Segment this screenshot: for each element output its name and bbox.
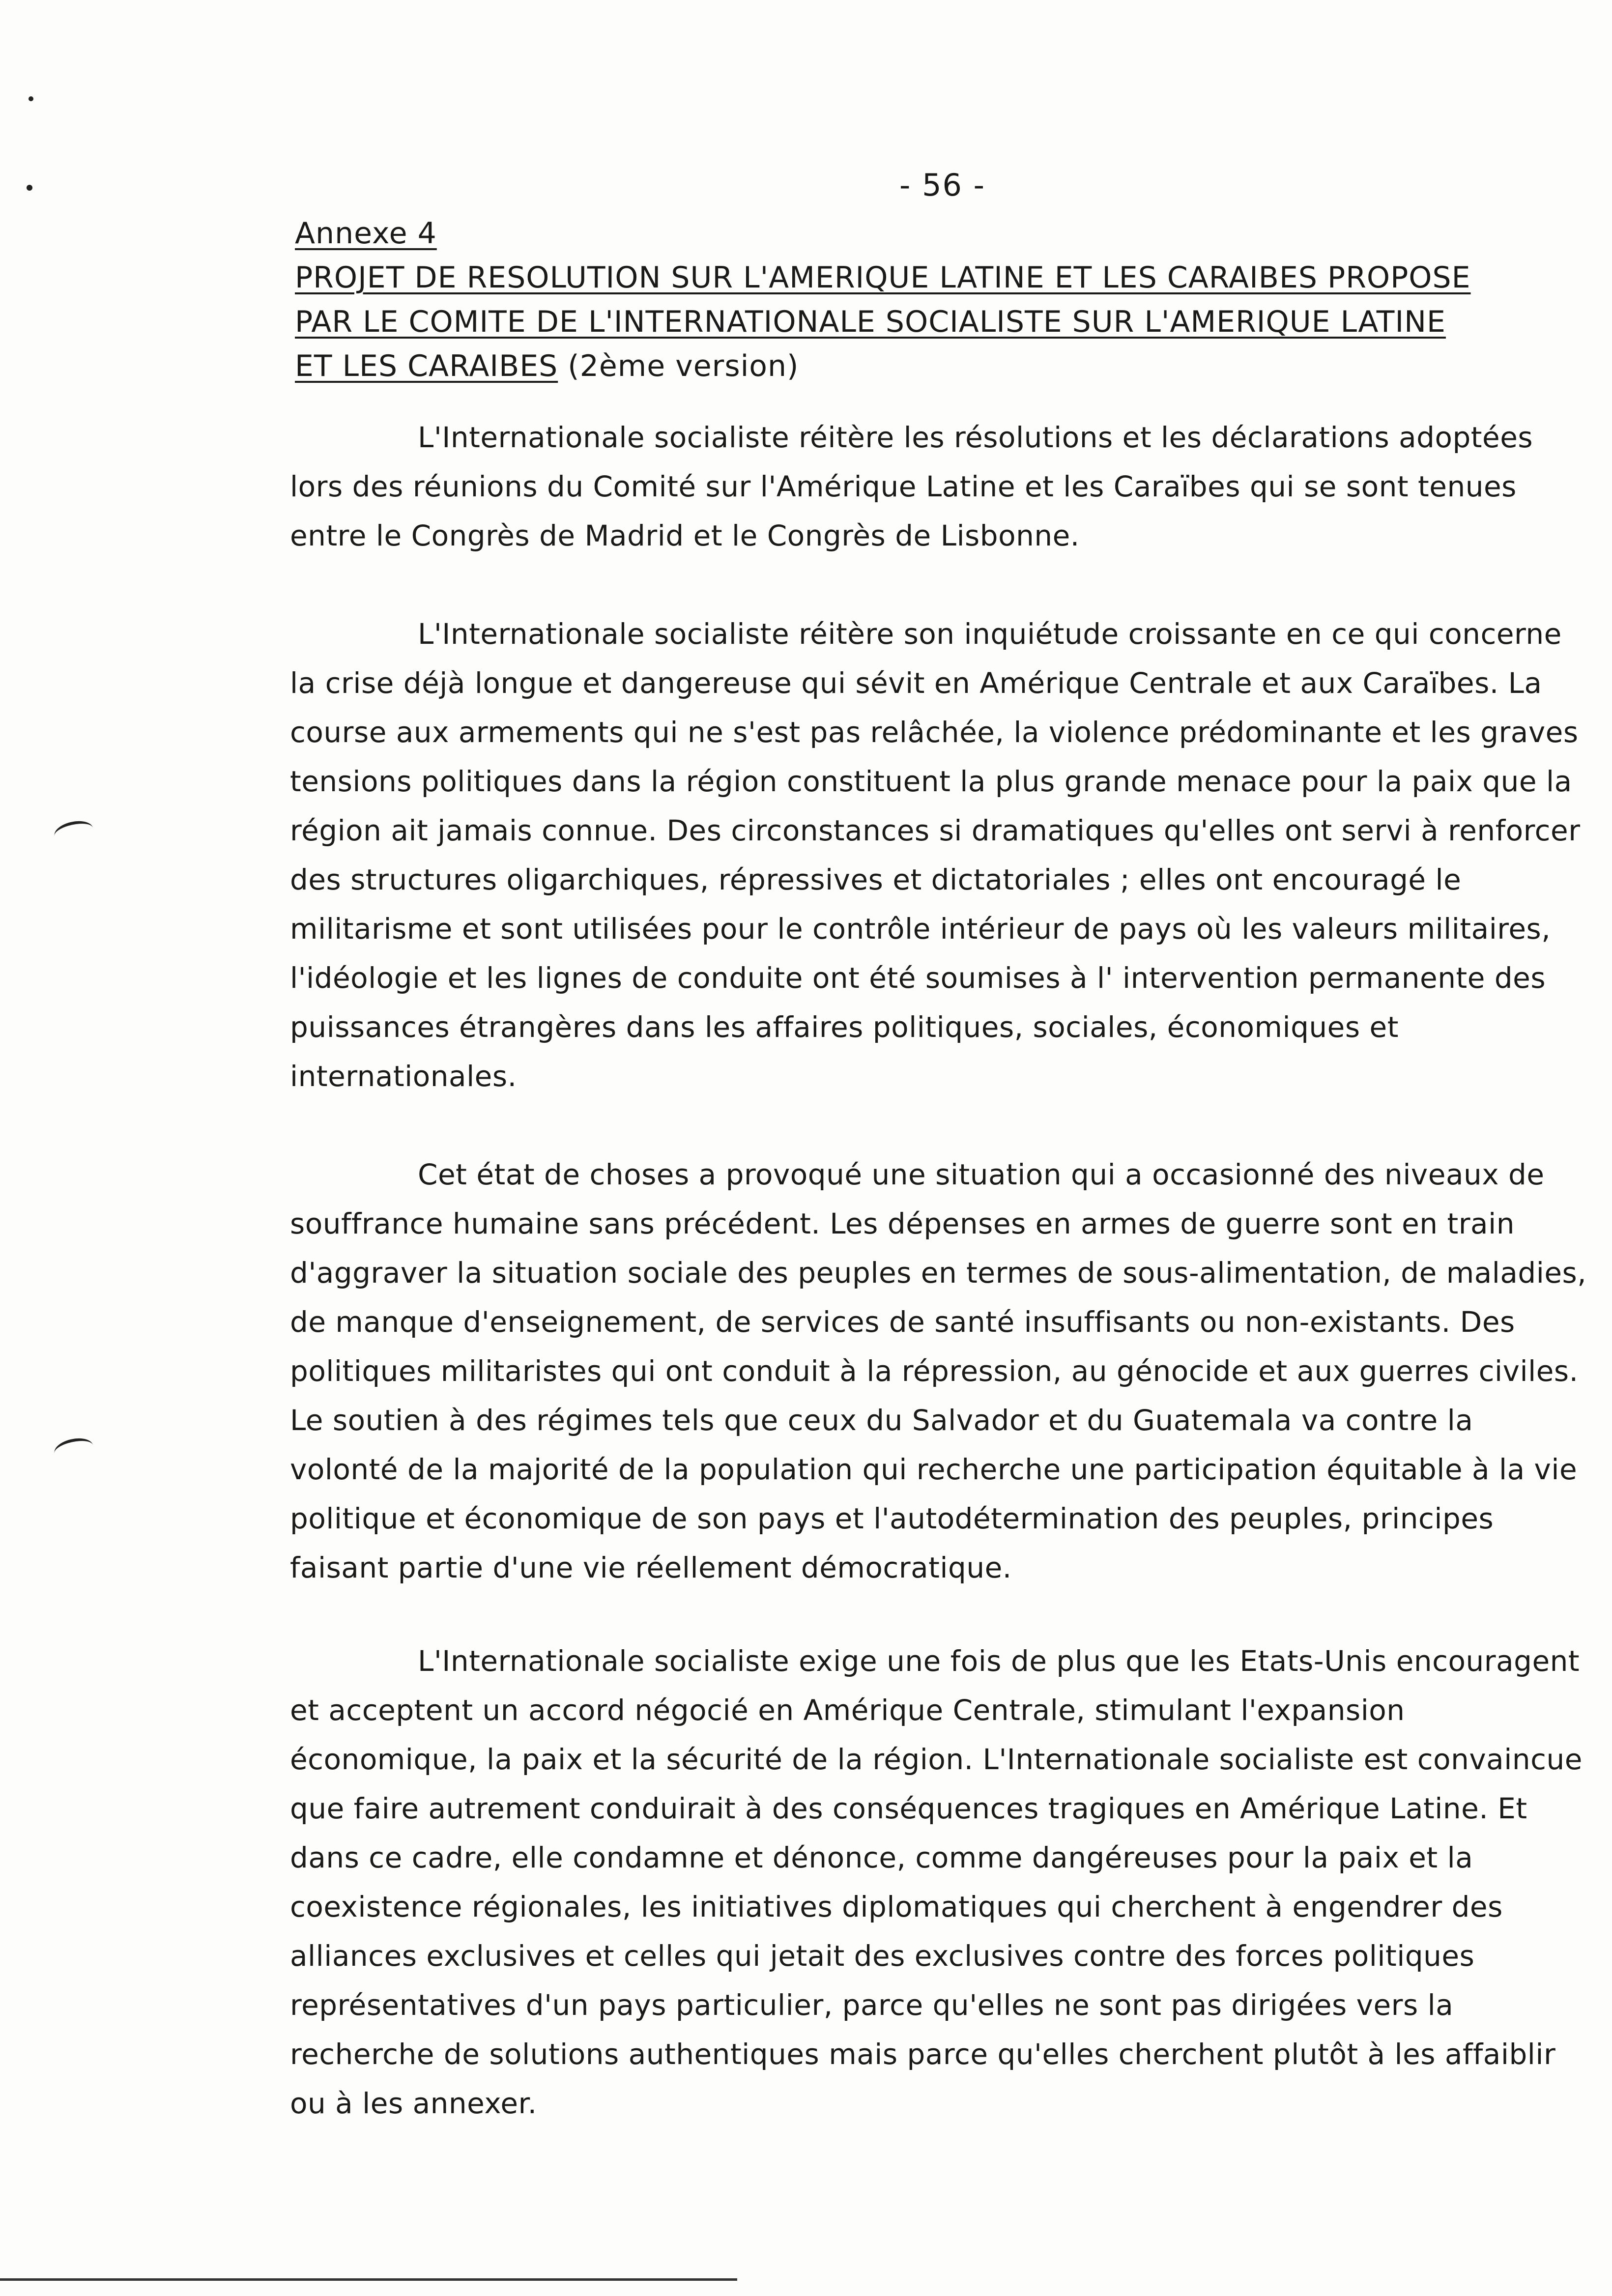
margin-dot [29, 96, 33, 101]
margin-mark [53, 1435, 95, 1464]
paragraph-text: L'Internationale socialiste réitère les résolutions et les déclarations adoptées lors des réunions du Comité sur l'Amérique Latine et les Caraïbes qui se sont tenues entre le Congrès de Madrid et le Congrès de Lisbonne. [290, 421, 1533, 552]
paragraph-text: L'Internationale socialiste exige une fois de plus que les Etats-Unis encouragent et acceptent un accord négocié en Amérique Centrale, stimulant l'expansion économique, la paix et la sécurité de la région. L'Internationale socialiste est convaincue que faire autrement conduirait à des conséquences tragiques en Amérique Latine. Et dans ce cadre, elle condamne et dénonce, comme dangéreuses pour la paix et la coexistence régionales, les initiatives diplomatiques qui cherchent à engendrer des alliances exclusives et celles qui jetait des exclusives contre des forces politiques représentatives d'un pays particulier, parce qu'elles ne sont pas dirigées vers la recherche de solutions authentiques mais parce qu'elles cherchent plutôt à les affaiblir ou à les annexer. [290, 1644, 1583, 2120]
paragraph [290, 413, 1587, 560]
title-line: PAR LE COMITE DE L'INTERNATIONALE SOCIALISTE SUR L'AMERIQUE LATINE [295, 305, 1446, 339]
title-version: (2ème version) [558, 349, 799, 383]
page-number: - 56 - [899, 167, 986, 203]
paragraph [290, 609, 1587, 1101]
annex-label: Annexe 4 [295, 216, 437, 251]
title-line: PROJET DE RESOLUTION SUR L'AMERIQUE LATINE ET LES CARAIBES PROPOSE [295, 260, 1471, 295]
paragraph-text: L'Internationale socialiste réitère son inquiétude croissante en ce qui concerne la crise déjà longue et dangereuse qui sévit en Amérique Centrale et aux Caraïbes. La course aux armements qui ne s'est pas relâchée, la violence prédominante et les graves tensions politiques dans la région constituent la plus grande menace pour la paix que la région ait jamais connue. Des circonstances si dramatiques qu'elles ont servi à renforcer des structures oligarchiques, répressives et dictatoriales ; elles ont encouragé le militarisme et sont utilisées pour le contrôle intérieur de pays où les valeurs militaires, l'idéologie et les lignes de conduite ont été soumises à l' intervention permanente des puissances étrangères dans les affaires politiques, sociales, économiques et internationales. [290, 617, 1581, 1093]
bottom-rule [0, 2278, 737, 2281]
margin-mark [53, 818, 95, 846]
margin-dot [27, 185, 32, 191]
paragraph [290, 1150, 1587, 1592]
paragraph-text: Cet état de choses a provoqué une situation qui a occasionné des niveaux de souffrance humaine sans précédent. Les dépenses en armes de guerre sont en train d'aggraver la situation sociale des peuples en termes de sous-alimentation, de maladies, de manque d'enseignement, de services de santé insuffisants ou non-existants. Des politiques militaristes qui ont conduit à la répression, au génocide et aux guerres civiles. Le soutien à des régimes tels que ceux du Salvador et du Guatemala va contre la volonté de la majorité de la population qui recherche une participation équitable à la vie politique et économique de son pays et l'autodétermination des peuples, principes faisant partie d'une vie réellement démocratique. [290, 1158, 1587, 1584]
paragraph [290, 1636, 1587, 2128]
title-line: ET LES CARAIBES [295, 349, 558, 383]
annex-heading [295, 211, 1573, 388]
